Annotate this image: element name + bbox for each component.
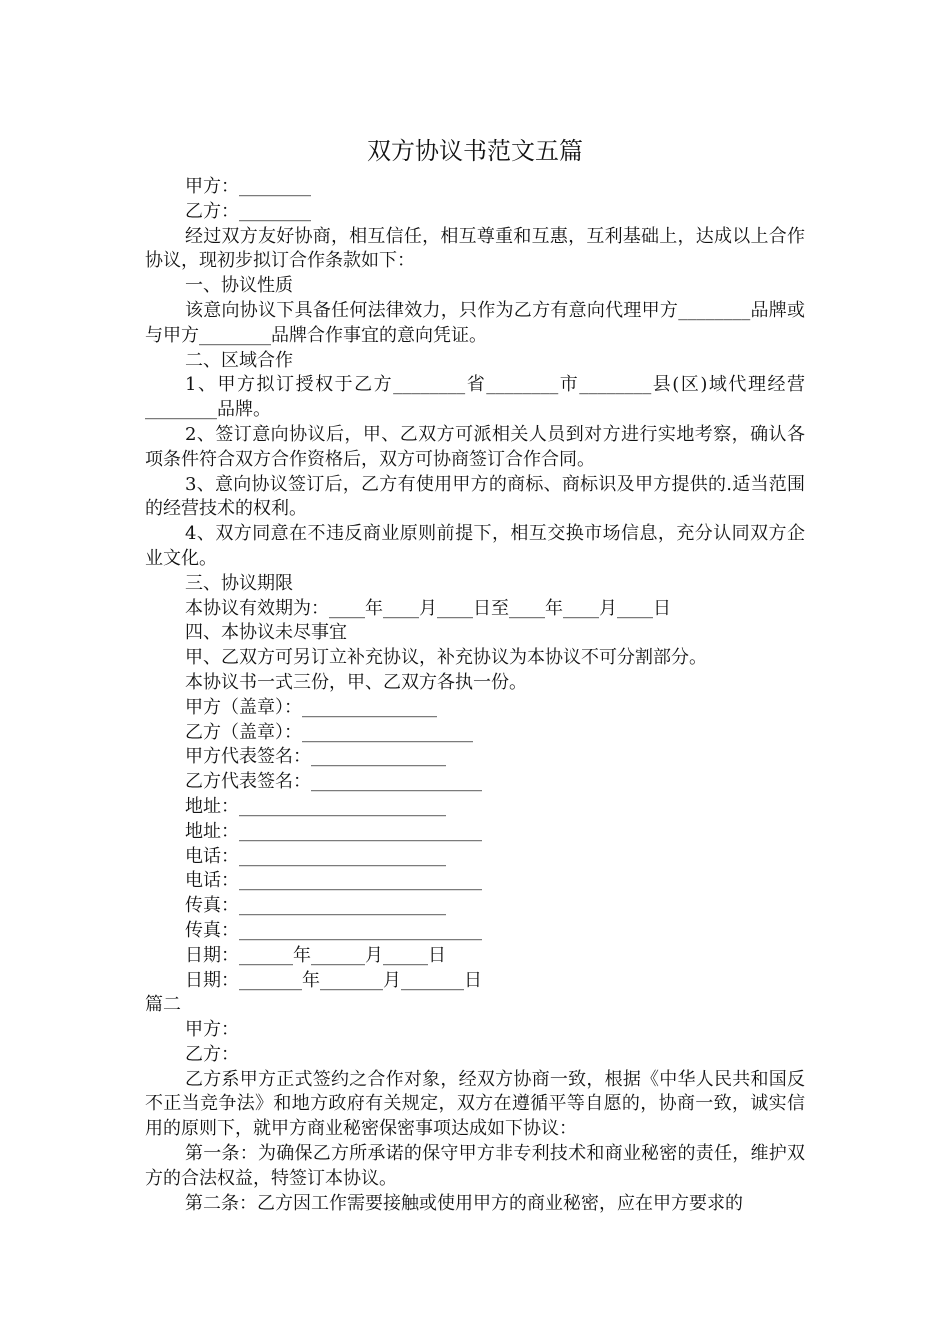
document-paragraph: 地址：_______________________ [185,795,446,817]
document-paragraph: 1、甲方拟订授权于乙方________省________市________县(区)域代理经营________品牌。 [145,374,805,421]
document-paragraph: 日期：______年______月_____日 [185,944,446,966]
document-paragraph: 篇二 [145,994,181,1016]
document-paragraph: 该意向协议下具备任何法律效力，只作为乙方有意向代理甲方________品牌或与甲方________品牌合作事宜的意向凭证。 [145,299,805,346]
document-paragraph: 电话：___________________________ [185,870,482,892]
document-paragraph: 3、意向协议签订后，乙方有使用甲方的商标、商标识及甲方提供的.适当范围的经营技术的权利。 [145,473,805,520]
document-paragraph: 二、区域合作 [185,349,293,371]
document-paragraph: 甲方（盖章）：_______________ [185,696,437,718]
document-paragraph: 甲方代表签名：_______________ [185,746,446,768]
document-paragraph: 乙方系甲方正式签约之合作对象，经双方协商一致，根据《中华人民共和国反不正当竞争法》和地方政府有关规定，双方在遵循平等自愿的，协商一致，诚实信用的原则下，就甲方商业秘密保密事项达成如下协议： [145,1068,805,1140]
document-paragraph: 本协议书一式三份，甲、乙双方各执一份。 [185,671,527,693]
document-paragraph: 传真：_______________________ [185,895,446,917]
document-paragraph: 甲、乙双方可另订立补充协议，补充协议为本协议不可分割部分。 [185,647,707,669]
document-paragraph: 乙方（盖章）：___________________ [185,721,473,743]
document-paragraph: 乙方代表签名：___________________ [185,771,482,793]
document-paragraph: 三、协议期限 [185,572,293,594]
document-paragraph: 乙方：________ [185,200,311,222]
document-paragraph: 2、签订意向协议后，甲、乙双方可派相关人员到对方进行实地考察，确认各项条件符合双方合作资格后，双方可协商签订合作合同。 [145,423,805,470]
document-paragraph: 甲方： [185,1019,239,1041]
document-paragraph: 一、协议性质 [185,275,293,297]
document-paragraph: 地址：___________________________ [185,820,482,842]
document-paragraph: 4、双方同意在不违反商业原则前提下，相互交换市场信息，充分认同双方企业文化。 [145,523,805,569]
document-body [145,175,805,1216]
document-paragraph: 第二条：乙方因工作需要接触或使用甲方的商业秘密，应在甲方要求的 [185,1192,743,1214]
document-paragraph: 第一条：为确保乙方所承诺的保守甲方非专利技术和商业秘密的责任，维护双方的合法权益，特签订本协议。 [145,1143,805,1189]
document-paragraph: 电话：_______________________ [185,845,446,867]
document-paragraph: 本协议有效期为：____年____月____日至____年____月____日 [185,597,671,619]
document-paragraph: 传真：___________________________ [185,919,482,941]
document-paragraph: 乙方： [185,1043,239,1065]
document-paragraph: 日期：_______年_______月_______日 [185,969,482,991]
document-title: 双方协议书范文五篇 [367,137,583,165]
document-paragraph: 甲方：________ [185,176,311,197]
document-paragraph: 经过双方友好协商，相互信任，相互尊重和互惠，互利基础上，达成以上合作协议，现初步拟订合作条款如下： [145,225,805,272]
document-paragraph: 四、本协议未尽事宜 [185,622,347,644]
